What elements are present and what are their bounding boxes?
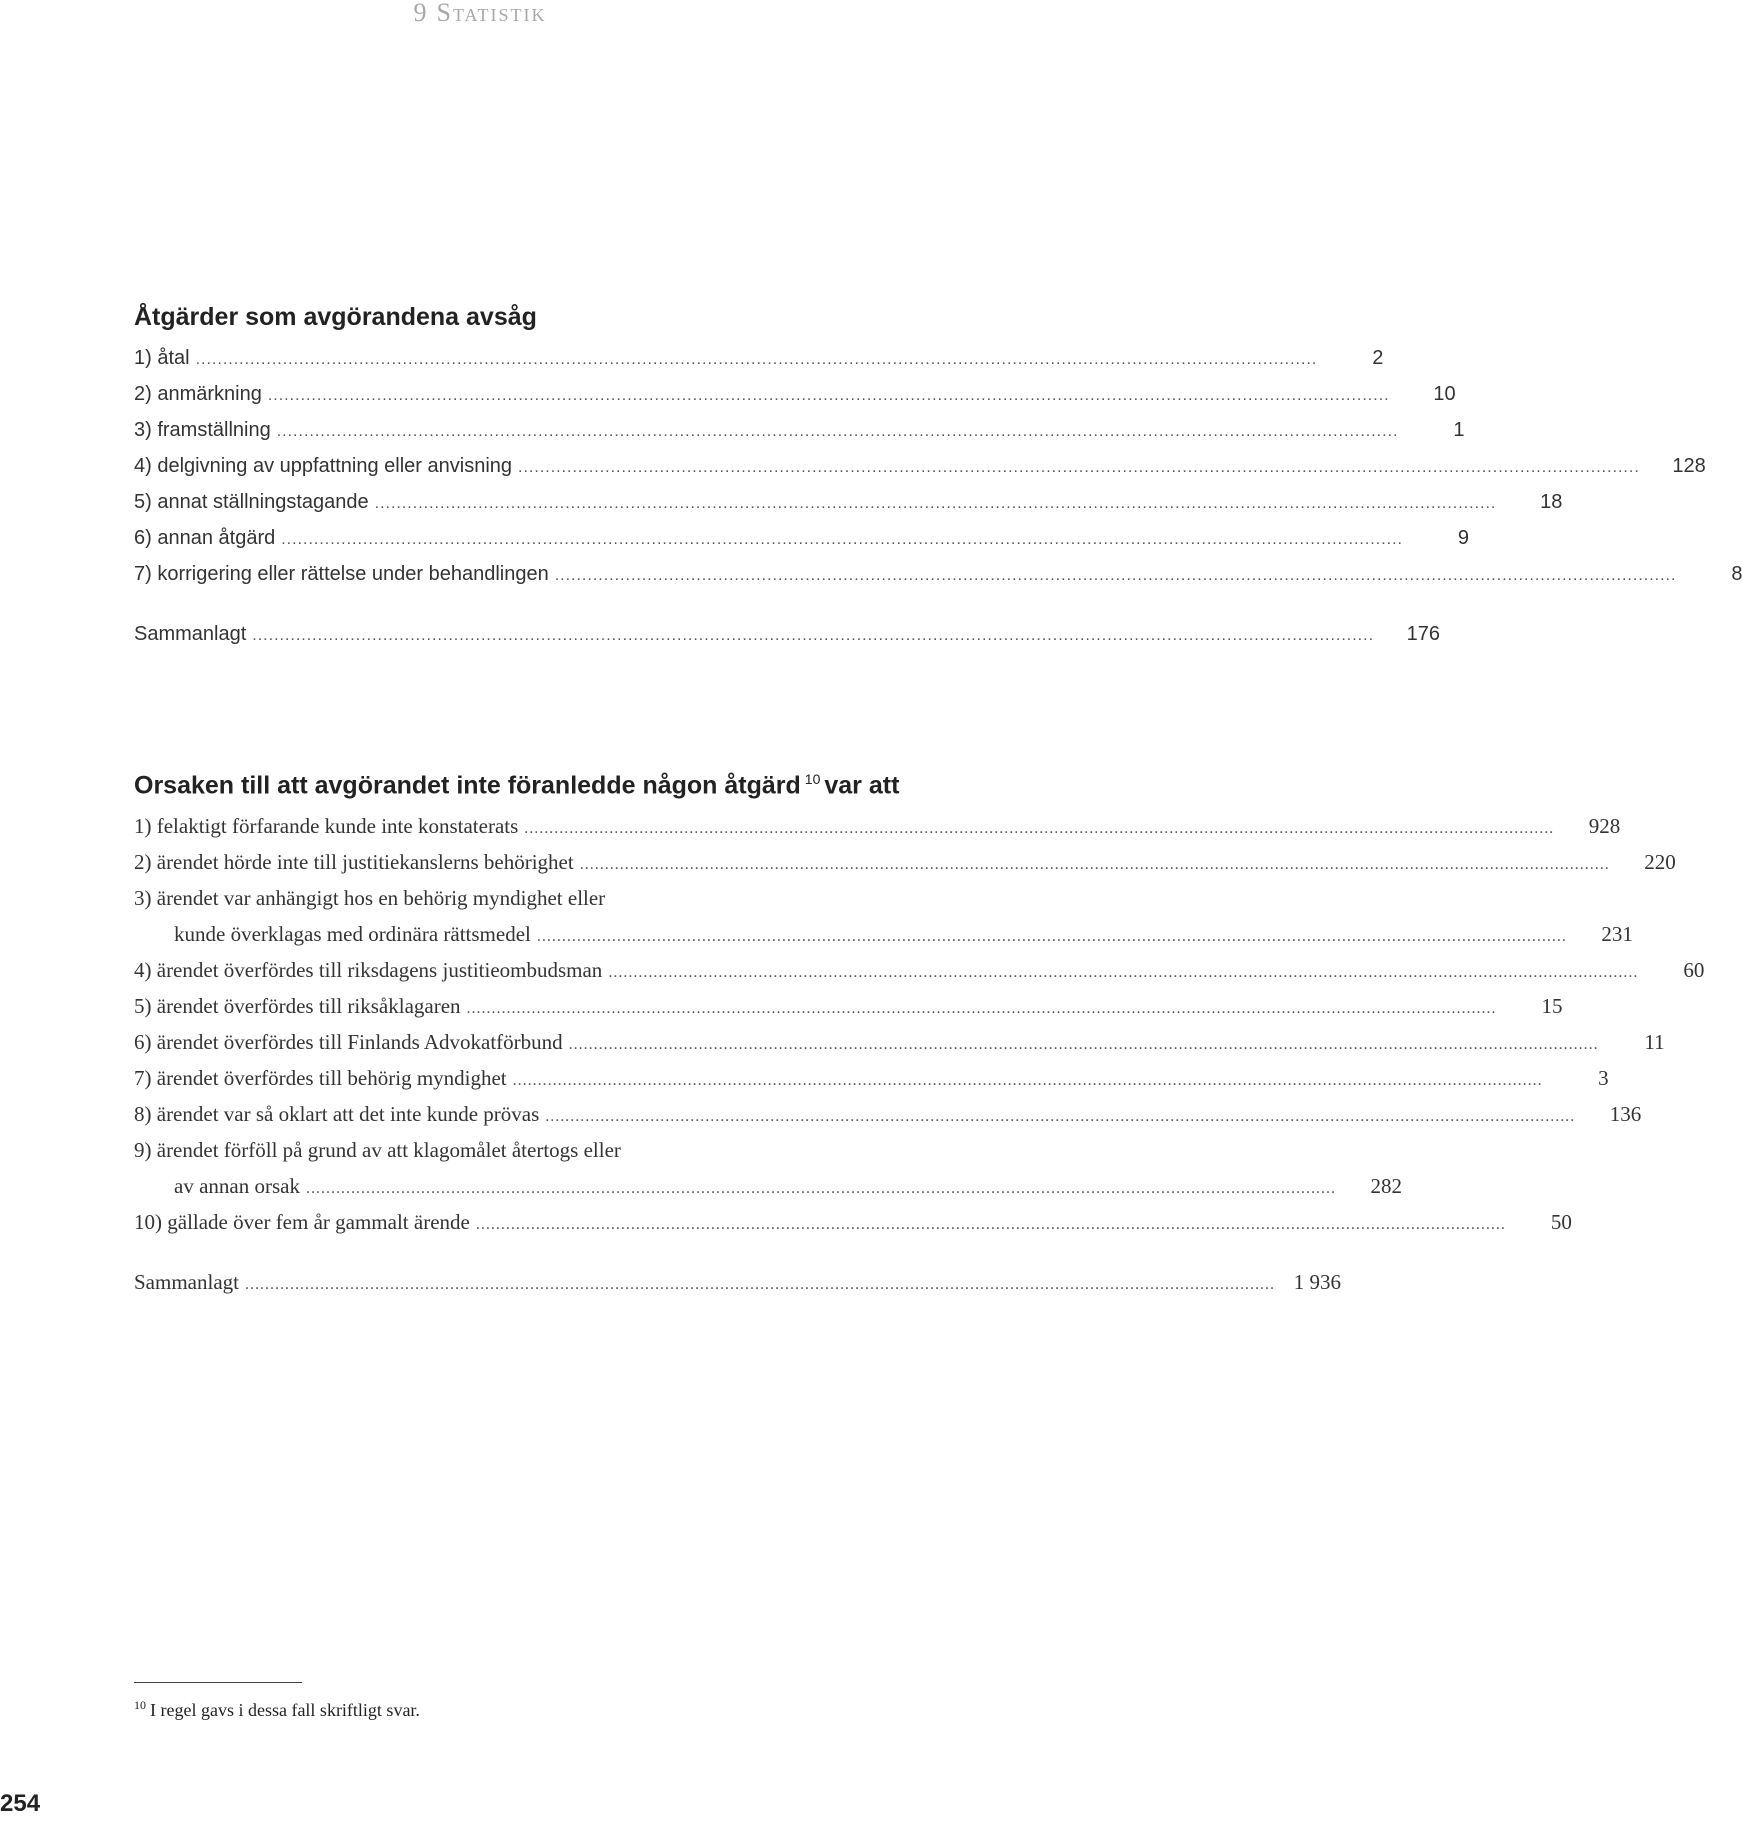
item-label: 4) ärendet överfördes till riksdagens justitieombudsman [134, 958, 603, 983]
list-item [134, 1168, 1402, 1204]
chapter-title: Statistik [436, 0, 547, 27]
actions-section [134, 300, 1742, 652]
item-value: 8 [1731, 563, 1742, 585]
item-label: 2) anmärkning [134, 383, 262, 405]
list-item [134, 1024, 1665, 1060]
list-item [134, 1060, 1609, 1096]
item-value: 3 [1598, 1066, 1609, 1091]
item-label: 5) ärendet överfördes till riksåklagaren [134, 994, 461, 1019]
reasons-heading-text: Orsaken till att avgörandet inte föranledde någon åtgärd [134, 771, 801, 800]
item-value: 1 [1453, 419, 1465, 441]
actions-list [134, 340, 1742, 652]
dot-leader [537, 919, 1567, 955]
item-value: 136 [1609, 1102, 1642, 1127]
actions-heading: Åtgärder som avgörandena avsåg [134, 303, 537, 331]
footnote-ref: 10 [804, 771, 821, 787]
list-item [134, 412, 1465, 448]
item-label: 8) ärendet var så oklart att det inte kunde prövas [134, 1102, 540, 1127]
list-item [134, 1132, 962, 1168]
footnote-divider [134, 1682, 302, 1683]
item-label: 3) framställning [134, 419, 271, 441]
list-item [134, 448, 1706, 484]
item-value: 928 [1588, 814, 1621, 839]
item-label: 10) gällade över fem år gammalt ärende [134, 1210, 470, 1235]
dot-leader [555, 558, 1677, 594]
footnote [134, 1698, 420, 1721]
item-label: 6) annan åtgärd [134, 527, 276, 549]
total-row [134, 616, 1441, 652]
reasons-heading [134, 762, 962, 802]
chapter-number: 9 [413, 0, 429, 27]
item-value: 18 [1540, 491, 1563, 513]
item-label: 2) ärendet hörde inte till justitiekanslerns behörighet [134, 850, 574, 875]
list-item [134, 520, 1469, 556]
total-label: Sammanlagt [134, 623, 247, 645]
item-value: 282 [1370, 1174, 1402, 1199]
dot-leader [476, 1207, 1506, 1243]
dot-leader [277, 414, 1399, 450]
dot-leader [569, 1027, 1599, 1063]
item-value: 11 [1644, 1030, 1665, 1055]
total-row [134, 1264, 1341, 1300]
dot-leader [545, 1099, 1575, 1135]
dot-leader [196, 342, 1318, 378]
item-label: 5) annat ställningstagande [134, 491, 369, 513]
dot-leader [268, 378, 1390, 414]
item-label: 6) ärendet överfördes till Finlands Advokatförbund [134, 1030, 563, 1055]
list-item [134, 1096, 1642, 1132]
running-header [0, 0, 960, 26]
list-item [134, 1204, 1572, 1240]
page-number: 254 [0, 1790, 41, 1817]
item-value: 60 [1683, 958, 1705, 983]
dot-leader [281, 522, 1403, 558]
reasons-section [134, 762, 1705, 1300]
list-item [134, 340, 1384, 376]
item-label: kunde överklagas med ordinära rättsmedel [174, 922, 531, 947]
dot-leader [375, 486, 1497, 522]
total-label: Sammanlagt [134, 1270, 239, 1295]
item-value: 9 [1457, 527, 1469, 549]
list-item [134, 988, 1563, 1024]
total-value: 1 936 [1293, 1270, 1341, 1295]
item-label: 7) ärendet överfördes till behörig myndighet [134, 1066, 507, 1091]
item-label: 1) felaktigt förfarande kunde inte konstaterats [134, 814, 519, 839]
item-label: 3) ärendet var anhängigt hos en behörig myndighet eller [134, 886, 606, 911]
item-label: 9) ärendet förföll på grund av att klagomålet återtogs eller [134, 1138, 621, 1163]
dot-leader [252, 618, 1374, 654]
list-item [134, 556, 1742, 592]
dot-leader [467, 991, 1497, 1027]
list-item [134, 844, 1676, 880]
item-value: 128 [1672, 455, 1706, 477]
dot-leader [518, 450, 1640, 486]
list-item [134, 916, 1633, 952]
item-label: av annan orsak [174, 1174, 300, 1199]
footnote-number: 10 [134, 1698, 146, 1712]
list-item [134, 484, 1563, 520]
item-value: 10 [1433, 383, 1456, 405]
reasons-heading-tail: var att [824, 771, 900, 800]
list-item [134, 376, 1456, 412]
list-item [134, 880, 962, 916]
item-value: 220 [1644, 850, 1676, 875]
item-value: 50 [1550, 1210, 1572, 1235]
dot-leader [306, 1171, 1336, 1207]
item-value: 2 [1372, 347, 1384, 369]
item-label: 1) åtal [134, 347, 190, 369]
item-value: 231 [1601, 922, 1633, 947]
item-label: 7) korrigering eller rättelse under behandlingen [134, 563, 549, 585]
list-item [134, 952, 1705, 988]
dot-leader [524, 811, 1554, 847]
dot-leader [580, 847, 1610, 883]
reasons-list [134, 808, 1705, 1300]
footnote-text: I regel gavs i dessa fall skriftligt svar. [150, 1700, 420, 1720]
item-label: 4) delgivning av uppfattning eller anvisning [134, 455, 513, 477]
dot-leader [245, 1267, 1275, 1303]
item-value: 15 [1541, 994, 1563, 1019]
total-value: 176 [1406, 623, 1441, 645]
dot-leader [608, 955, 1638, 991]
dot-leader [513, 1063, 1543, 1099]
list-item [134, 808, 1621, 844]
